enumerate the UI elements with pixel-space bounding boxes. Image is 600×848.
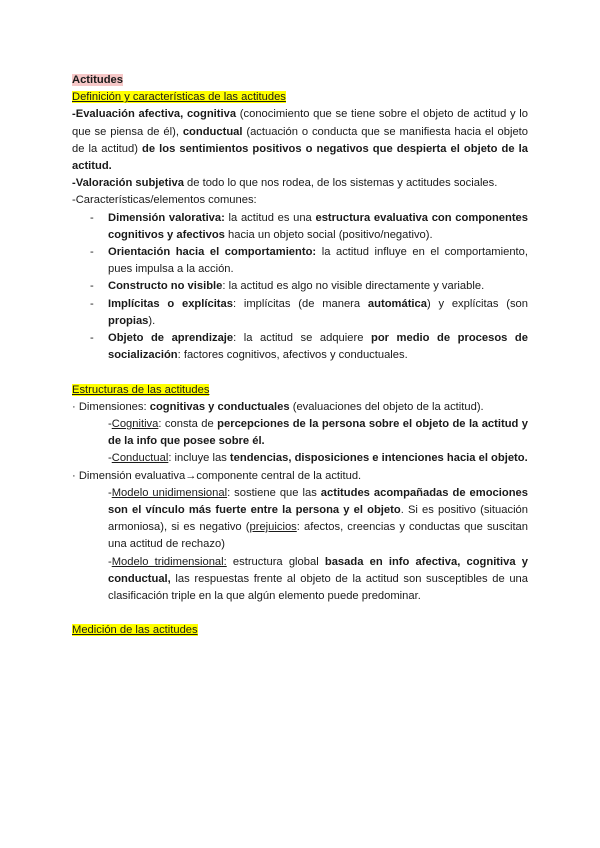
dash-marker: - <box>90 211 94 224</box>
document-page <box>72 72 528 640</box>
list-item: - Dimensión valorativa: la actitud es una estructura evaluativa con componentes cognitivos y afectivos hacia un objeto social (positivo/negativo). <box>90 211 529 241</box>
list-item: - Orientación hacia el comportamiento: la actitud influye en el comportamiento, pues impulsa a la acción. <box>90 246 528 276</box>
dash-marker: - <box>90 246 94 259</box>
paragraph-modelo-unidimensional: -Modelo unidimensional: sostiene que las actitudes acompañadas de emociones son el vínculo más fuerte entre la persona y el objeto. Si es positivo (situación armoniosa), si es negativo (prejuicios: afectos, creencias y conductas que suscitan una actitud de rechazo) <box>108 486 528 551</box>
paragraph-dimensiones: · Dimensiones: cognitivas y conductuales (evaluaciones del objeto de la actitud). <box>72 400 484 413</box>
paragraph-evaluacion: -Evaluación afectiva, cognitiva (conocimiento que se tiene sobre el objeto de actitud y lo que se piensa de él), conductual (actuación o conducta que se manifiesta hacia el objeto de la actitud) de los sentimientos positivos o negativos que despierta el objeto de la actitud. <box>72 108 528 173</box>
section-heading-medicion: Medición de las actitudes <box>72 624 198 637</box>
section-heading-estructuras: Estructuras de las actitudes <box>72 383 210 396</box>
section-heading-definicion: Definición y características de las actitudes <box>72 91 286 104</box>
paragraph-caracteristicas: -Características/elementos comunes: <box>72 194 257 207</box>
paragraph-modelo-tridimensional: -Modelo tridimensional: estructura global basada en info afectiva, cognitiva y conductual, las respuestas frente al objeto de la actitud son susceptibles de una clasificación triple en la que algún elemento puede predominar. <box>108 555 528 603</box>
spacer <box>72 364 528 381</box>
paragraph-dimension-evaluativa: · Dimensión evaluativa→componente central de la actitud. <box>72 469 362 482</box>
dash-marker: - <box>90 332 94 345</box>
spacer <box>72 605 528 622</box>
dash-marker: - <box>90 280 94 293</box>
list-item: - Constructo no visible: la actitud es algo no visible directamente y variable. <box>72 278 528 295</box>
document-title: Actitudes <box>72 74 123 86</box>
characteristics-list <box>72 210 528 365</box>
list-item: - Objeto de aprendizaje: la actitud se adquiere por medio de procesos de socialización: factores cognitivos, afectivos y conductuales. <box>90 332 528 362</box>
dash-marker: - <box>90 297 94 310</box>
paragraph-cognitiva: -Cognitiva: consta de percepciones de la persona sobre el objeto de la actitud y de la info que posee sobre él. <box>108 418 529 448</box>
paragraph-conductual: -Conductual: incluye las tendencias, disposiciones e intenciones hacia el objeto. <box>108 452 528 465</box>
paragraph-valoracion: -Valoración subjetiva de todo lo que nos rodea, de los sistemas y actitudes sociales. <box>72 177 498 190</box>
list-item: - Implícitas o explícitas: implícitas (de manera automática) y explícitas (son propias). <box>90 297 528 327</box>
